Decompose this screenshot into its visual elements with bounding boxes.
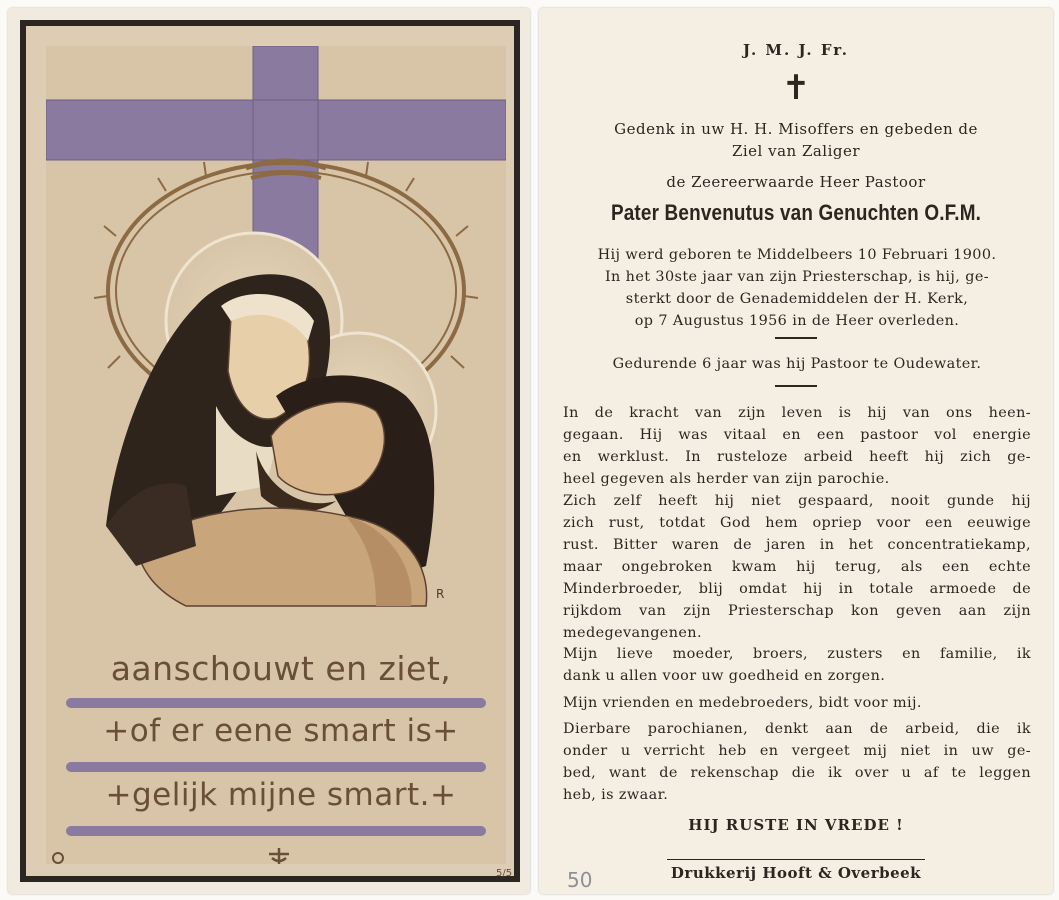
- closing-line: HIJ RUSTE IN VREDE !: [688, 816, 904, 834]
- divider: [775, 385, 817, 387]
- text-line: medegevangenen.: [563, 625, 702, 641]
- text-line: bed, want de rekenschap die ik over u af te leggen: [563, 765, 1031, 781]
- cross-icon: ✝: [781, 68, 811, 108]
- birth-death-paragraph: [563, 244, 1031, 332]
- text-line: heel gegeven als herder van zijn parochie.: [563, 471, 890, 487]
- text-line: Mijn vrienden en medebroeders, bidt voor mij.: [563, 695, 922, 711]
- franciscan-tau-icon: [269, 848, 289, 864]
- sepia-field: [46, 46, 513, 879]
- artist-mark: R: [436, 587, 445, 601]
- text-line: Zich zelf heeft hij niet gespaard, nooit gunde hij: [563, 493, 1031, 509]
- divider: [775, 337, 817, 339]
- text-line: onder u verricht heb en vergeet mij niet in uw ge-: [563, 743, 1031, 759]
- text-line: rust. Bitter waren de jaren in het concentratiekamp,: [563, 537, 1031, 553]
- prayer-card-back: [539, 8, 1053, 894]
- text-line: dank u allen voor uw goedheid en zorgen.: [563, 668, 886, 684]
- text-line: Dierbare parochianen, denkt aan de arbeid, die ik: [563, 721, 1031, 737]
- farewell-family-paragraph: [563, 643, 1031, 687]
- text-line: sterkt door de Genademiddelen der H. Kerk,: [625, 291, 969, 307]
- text-line: maar ongebroken kwam hij terug, als een echte: [563, 559, 1031, 575]
- text-line: In de kracht van zijn leven is hij van ons heen-: [563, 405, 1031, 421]
- pastorate-paragraph: [563, 353, 1031, 375]
- printer-credit: Drukkerij Hooft & Overbeek: [670, 864, 922, 882]
- corner-ornament-icon: [53, 853, 63, 863]
- text-line: en werklust. In rusteloze arbeid heeft hij zich ge-: [563, 449, 1031, 465]
- text-line: op 7 Augustus 1956 in de Heer overleden.: [634, 313, 960, 329]
- farewell-parish-paragraph: [563, 718, 1031, 806]
- text-line: rijkdom van zijn Priesterschap kon geven aan zijn: [563, 603, 1031, 619]
- prayer-card-front: [8, 8, 530, 894]
- deceased-name: Pater Benvenutus van Genuchten O.F.M.: [610, 200, 982, 225]
- biography-paragraph: [563, 402, 1031, 644]
- printer-divider: [667, 859, 925, 860]
- text-line: In het 30ste jaar van zijn Priesterschap, is hij, ge-: [604, 269, 990, 285]
- black-mourning-border: [20, 20, 520, 882]
- intro-line-1: Gedenk in uw H. H. Misoffers en gebeden de: [614, 120, 978, 138]
- jmj-header: J. M. J. Fr.: [743, 41, 849, 59]
- print-number: 5/5: [496, 868, 513, 879]
- pencil-note: 50: [567, 868, 593, 892]
- text-line: heb, is zwaar.: [563, 787, 669, 803]
- text-line: Mijn lieve moeder, broers, zusters en familie, ik: [563, 646, 1031, 662]
- text-line: Gedurende 6 jaar was hij Pastoor te Oudewater.: [612, 356, 982, 372]
- farewell-friends-paragraph: [563, 692, 1031, 714]
- text-line: gegaan. Hij was vitaal en een pastoor vol energie: [563, 427, 1031, 443]
- motto-line-1: aanschouwt en ziet,: [110, 649, 452, 688]
- text-line: zich rust, totdat God hem opriep voor een eeuwige: [563, 515, 1031, 531]
- motto-line-2: +of er eene smart is+: [103, 713, 459, 749]
- intro-line-3: de Zeereerwaarde Heer Pastoor: [666, 173, 926, 191]
- text-line: Minderbroeder, blij omdat hij in totale armoede de: [563, 581, 1031, 597]
- motto-line-3: +gelijk mijne smart.+: [105, 777, 457, 813]
- intro-line-2: Ziel van Zaliger: [731, 142, 861, 160]
- text-line: Hij werd geboren te Middelbeers 10 Februari 1900.: [597, 247, 997, 263]
